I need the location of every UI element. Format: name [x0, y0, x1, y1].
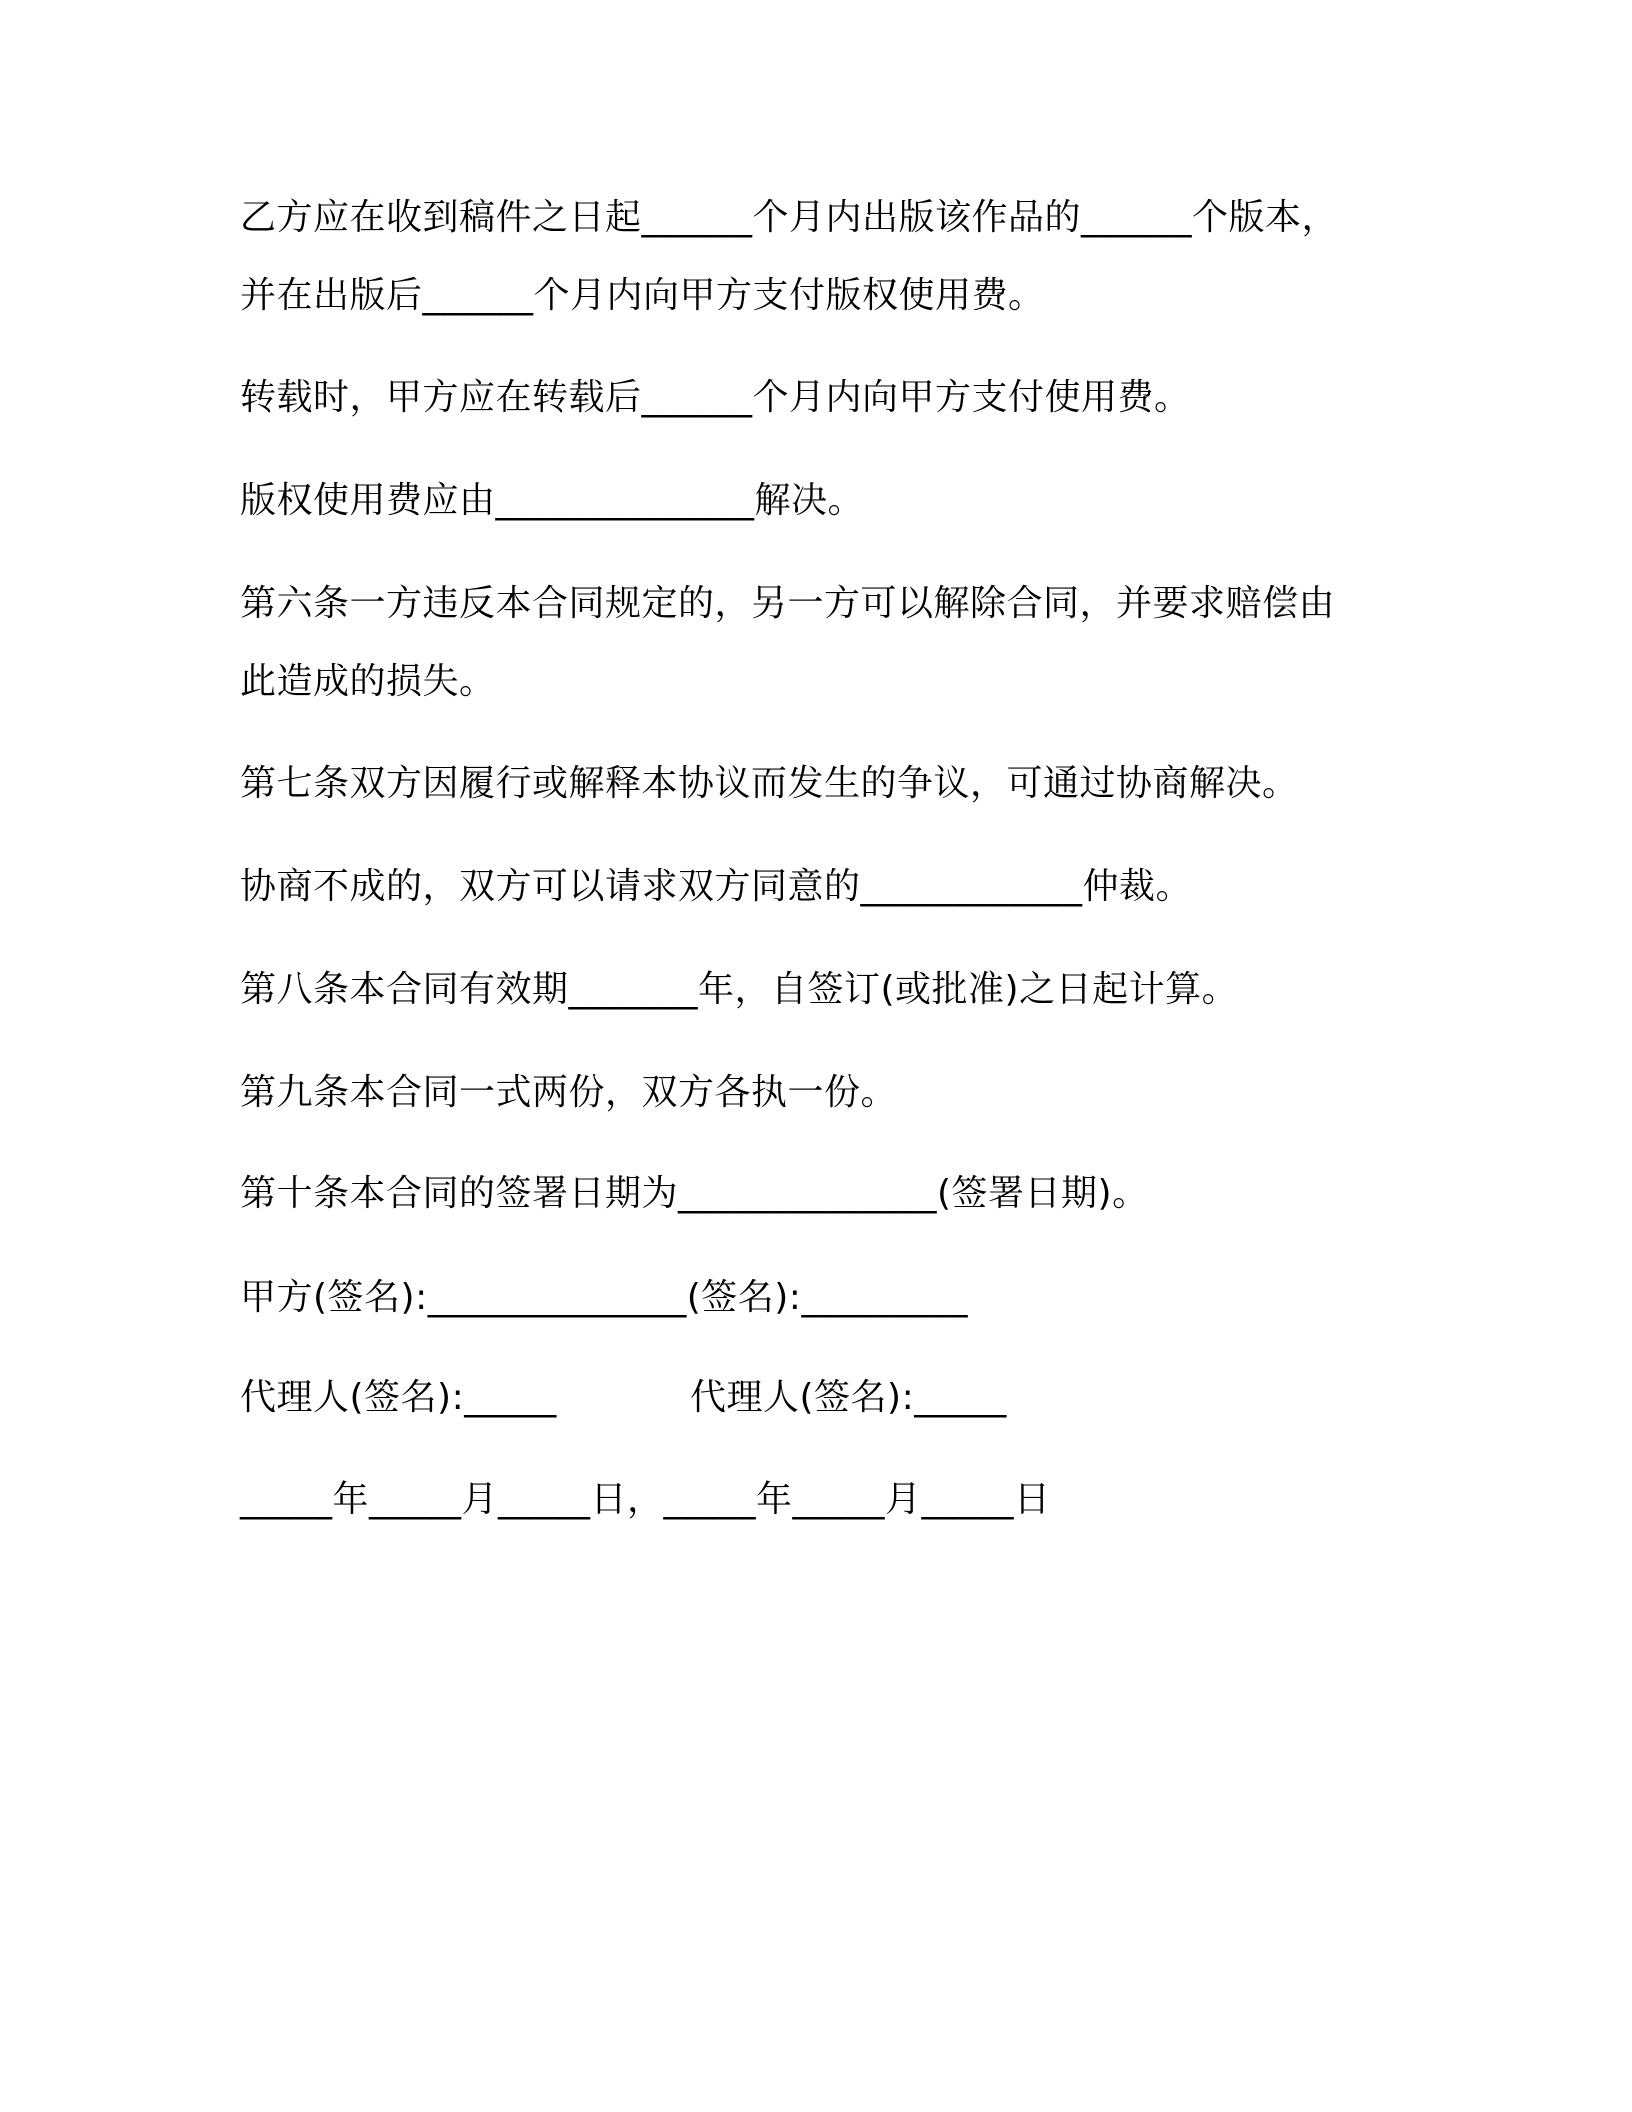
- paragraph-publish-payment: 并在出版后______个月内向甲方支付版权使用费。: [240, 275, 1045, 316]
- paragraph-publish-deadline: 乙方应在收到稿件之日起______个月内出版该作品的______个版本，: [240, 197, 1339, 238]
- signature-dates: _____年_____月_____日，_____年_____月_____日: [240, 1479, 1051, 1520]
- agent-signature-right: 代理人(签名):_____: [690, 1377, 1007, 1418]
- paragraph-arbitration: 协商不成的，双方可以请求双方同意的____________仲裁。: [240, 866, 1193, 907]
- agent-signature-left: 代理人(签名):_____: [240, 1377, 557, 1418]
- article-six-line-2: 此造成的损失。: [240, 661, 496, 702]
- article-seven: 第七条双方因履行或解释本协议而发生的争议，可通过协商解决。: [240, 763, 1299, 804]
- article-ten: 第十条本合同的签署日期为______________(签署日期)。: [240, 1173, 1149, 1214]
- article-eight: 第八条本合同有效期_______年，自签订(或批准)之日起计算。: [240, 969, 1239, 1010]
- article-six-line-1: 第六条一方违反本合同规定的，另一方可以解除合同，并要求赔偿由: [240, 583, 1336, 624]
- party-signatures: 甲方(签名):______________(签名):_________: [240, 1277, 968, 1318]
- paragraph-fee: 版权使用费应由______________解决。: [240, 480, 865, 521]
- article-nine: 第九条本合同一式两份，双方各执一份。: [240, 1072, 898, 1113]
- paragraph-reprint: 转载时，甲方应在转载后______个月内向甲方支付使用费。: [240, 377, 1191, 418]
